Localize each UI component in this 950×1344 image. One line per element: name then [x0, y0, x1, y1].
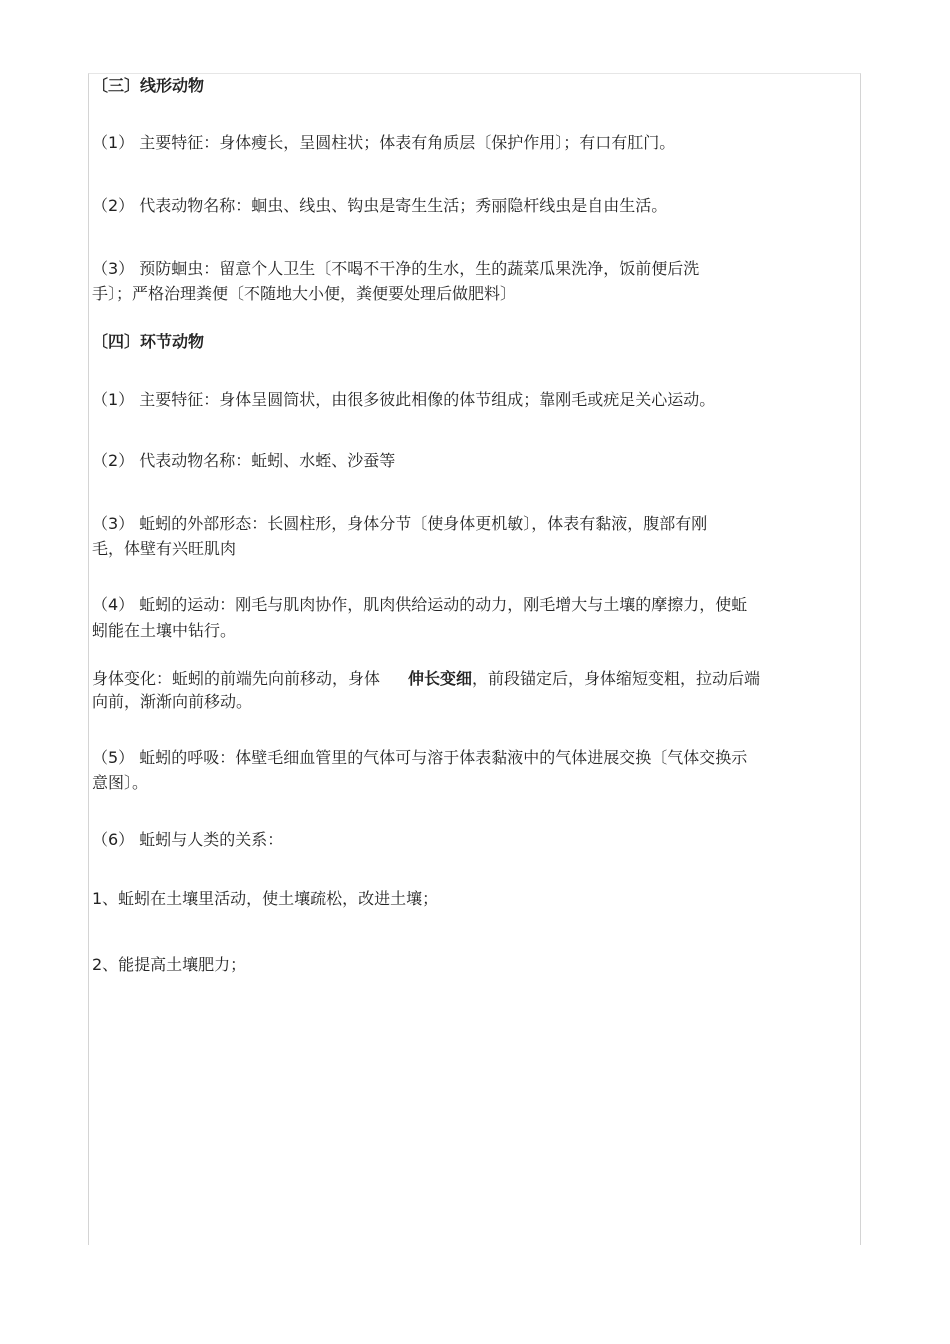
nematoda-examples: （2） 代表动物名称：蛔虫、线虫、钩虫是寄生生活；秀丽隐杆线虫是自由生活。 — [92, 196, 668, 215]
annelida-feature: （1） 主要特征：身体呈圆筒状，由很多彼此相像的体节组成；靠刚毛或疣足关心运动。 — [92, 390, 716, 409]
relation-item-2: 2、能提高土壤肥力； — [92, 955, 247, 974]
nematoda-prevention-line1: （3） 预防蛔虫：留意个人卫生〔不喝不干净的生水，生的蔬菜瓜果洗净，饭前便后洗 — [92, 259, 700, 278]
section-heading-nematoda: 〔三〕线形动物 — [92, 76, 205, 95]
body-change-line2: 向前，渐渐向前移动。 — [92, 692, 253, 711]
nematoda-feature: （1） 主要特征：身体瘦长，呈圆柱状；体表有角质层〔保护作用〕；有口有肛门。 — [92, 133, 676, 152]
section-heading-annelida: 〔四〕环节动物 — [92, 332, 205, 351]
earthworm-respiration-line1: （5） 蚯蚓的呼吸：体壁毛细血管里的气体可与溶于体表黏液中的气体进展交换〔气体交换示 — [92, 748, 748, 767]
document-frame — [88, 73, 861, 1245]
body-change-emphasis: 伸长变细 — [408, 669, 473, 688]
relation-item-1: 1、蚯蚓在土壤里活动，使土壤疏松，改进土壤； — [92, 889, 439, 908]
earthworm-human-relation: （6） 蚯蚓与人类的关系： — [92, 830, 284, 849]
body-change-prefix: 身体变化：蚯蚓的前端先向前移动，身体 — [92, 669, 381, 688]
earthworm-morphology-line2: 毛，体壁有兴旺肌肉 — [92, 539, 237, 558]
nematoda-prevention-line2: 手〕；严格治理粪便〔不随地大小便，粪便要处理后做肥料〕 — [92, 284, 517, 303]
earthworm-movement-line2: 蚓能在土壤中钻行。 — [92, 621, 237, 640]
body-change-line1 — [92, 667, 868, 690]
body-change-suffix: ，前段锚定后，身体缩短变粗，拉动后端 — [472, 669, 761, 688]
annelida-examples: （2） 代表动物名称：蚯蚓、水蛭、沙蚕等 — [92, 451, 396, 470]
earthworm-respiration-line2: 意图〕。 — [92, 773, 149, 792]
earthworm-movement-line1: （4） 蚯蚓的运动：刚毛与肌肉协作，肌肉供给运动的动力，刚毛增大与土壤的摩擦力，使蚯 — [92, 595, 748, 614]
earthworm-morphology-line1: （3） 蚯蚓的外部形态：长圆柱形，身体分节〔使身体更机敏〕，体表有黏液，腹部有刚 — [92, 514, 708, 533]
